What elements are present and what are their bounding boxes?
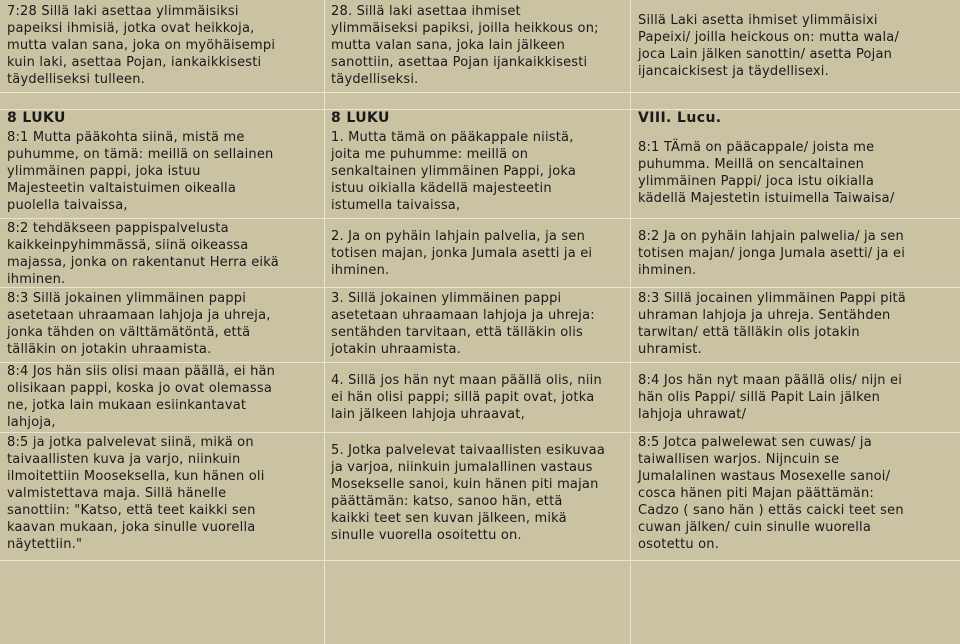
- verse-8-5-modern: 8:5 ja jotka palvelevat siinä, mikä on taivaallisten kuva ja varjo, niinkuin ilmoitettiin Mooseksella, kun hänen oli valmistettava maja. Sillä hänelle sanottiin: "Katso, että teet kaikki sen kaavan mukaan, joka sinulle vuorella näytettiin.": [7, 435, 265, 552]
- row-divider: [0, 560, 960, 561]
- verse-8-2-1776: 2. Ja on pyhäin lahjain palvelia, ja sen totisen majan, jonka Jumala asetti ja ei ihminen.: [331, 229, 593, 278]
- verse-7-28-1776: 28. Sillä laki asettaa ihmiset ylimmäiseksi papiksi, joilla heikkous on; mutta valan sana, joka lain jälkeen sanottiin, asettaa Pojan ijankaikkisesti täydelliseksi.: [331, 4, 599, 87]
- verse-8-1-1642: 8:1 TÄmä on pääcappale/ joista me puhumma. Meillä on sencaltainen ylimmäinen Pappi/ joca istu oikialla kädellä Majestetin istuimella Taiwaisa/: [638, 140, 895, 206]
- chapter-heading-modern: 8 LUKU: [7, 110, 66, 126]
- verse-8-4-1642: 8:4 Jos hän nyt maan päällä olis/ nijn ei hän olis Pappi/ sillä Papit Lain jälken lahjoja uhrawat/: [638, 373, 903, 422]
- verse-8-4-modern: 8:4 Jos hän siis olisi maan päällä, ei hän olisikaan pappi, koska jo ovat olemassa ne, jotka lain mukaan esiinkantavat lahjoja,: [7, 364, 276, 430]
- verse-8-2-1642: 8:2 Ja on pyhäin lahjain palwelia/ ja sen totisen majan/ jonga Jumala asetti/ ja ei ihminen.: [638, 229, 906, 278]
- verse-8-1-1776: 1. Mutta tämä on pääkappale niistä, joita me puhumme: meillä on senkaltainen ylimmäinen Pappi, joka istuu oikialla kädellä majesteetin istumella taivaissa,: [331, 130, 577, 213]
- verse-8-3-1642: 8:3 Sillä jocainen ylimmäinen Pappi pitä uhraman lahjoja ja uhreja. Sentähden tarwitan/ että tälläkin olis jotakin uhramist.: [638, 291, 906, 357]
- verse-8-5-1776: 5. Jotka palvelevat taivaallisten esikuvaa ja varjoa, niinkuin jumalallinen vastaus Mosekselle sanoi, kuin hänen piti majan päättämän: katso, sanoo hän, että kaikki teet sen kuvan jälkeen, mikä sinulle vuorella osoitettu on.: [331, 443, 605, 543]
- verse-8-4-1776: 4. Sillä jos hän nyt maan päällä olis, niin ei hän olisi pappi; sillä papit ovat, jotka lain jälkeen lahjoja uhraavat,: [331, 373, 602, 422]
- verse-8-2-modern: 8:2 tehdäkseen pappispalvelusta kaikkeinpyhimmässä, siinä oikeassa majassa, jonka on rakentanut Herra eikä ihminen.: [7, 221, 279, 287]
- verse-7-28-1642: Sillä Laki asetta ihmiset ylimmäisixi Papeixi/ joilla heickous on: mutta wala/ joca Lain jälken sanottin/ asetta Pojan ijancaickisest ja täydellisexi.: [638, 13, 900, 79]
- row-divider: [0, 92, 960, 93]
- chapter-heading-1642: VIII. Lucu.: [638, 110, 722, 126]
- verse-8-1-modern: 8:1 Mutta pääkohta siinä, mistä me puhumme, on tämä: meillä on sellainen ylimmäinen pappi, joka istuu Majesteetin valtaistuimen oikealla puolella taivaissa,: [7, 130, 274, 213]
- row-divider: [0, 218, 960, 219]
- verse-8-3-1776: 3. Sillä jokainen ylimmäinen pappi asetetaan uhraamaan lahjoja ja uhreja: sentähden tarvitaan, että tälläkin olis jotakin uhraamista.: [331, 291, 595, 357]
- verse-8-5-1642: 8:5 Jotca palwelewat sen cuwas/ ja taiwallisen warjos. Nijncuin se Jumalalinen wastaus Mosexelle sanoi/ cosca hänen piti Majan päättämän: Cadzo ( sano hän ) ettäs caicki teet sen cuwan jälken/ cuin sinulle wuorella osotettu on.: [638, 435, 904, 552]
- verse-7-28-modern: 7:28 Sillä laki asettaa ylimmäisiksi papeiksi ihmisiä, jotka ovat heikkoja, mutta valan sana, joka on myöhäisempi kuin laki, asettaa Pojan, iankaikkisesti täydelliseksi tulleen.: [7, 4, 276, 87]
- chapter-heading-1776: 8 LUKU: [331, 110, 390, 126]
- verse-8-3-modern: 8:3 Sillä jokainen ylimmäinen pappi asetetaan uhraamaan lahjoja ja uhreja, jonka tähden on välttämätöntä, että tälläkin on jotakin uhraamista.: [7, 291, 271, 357]
- row-divider: [0, 432, 960, 433]
